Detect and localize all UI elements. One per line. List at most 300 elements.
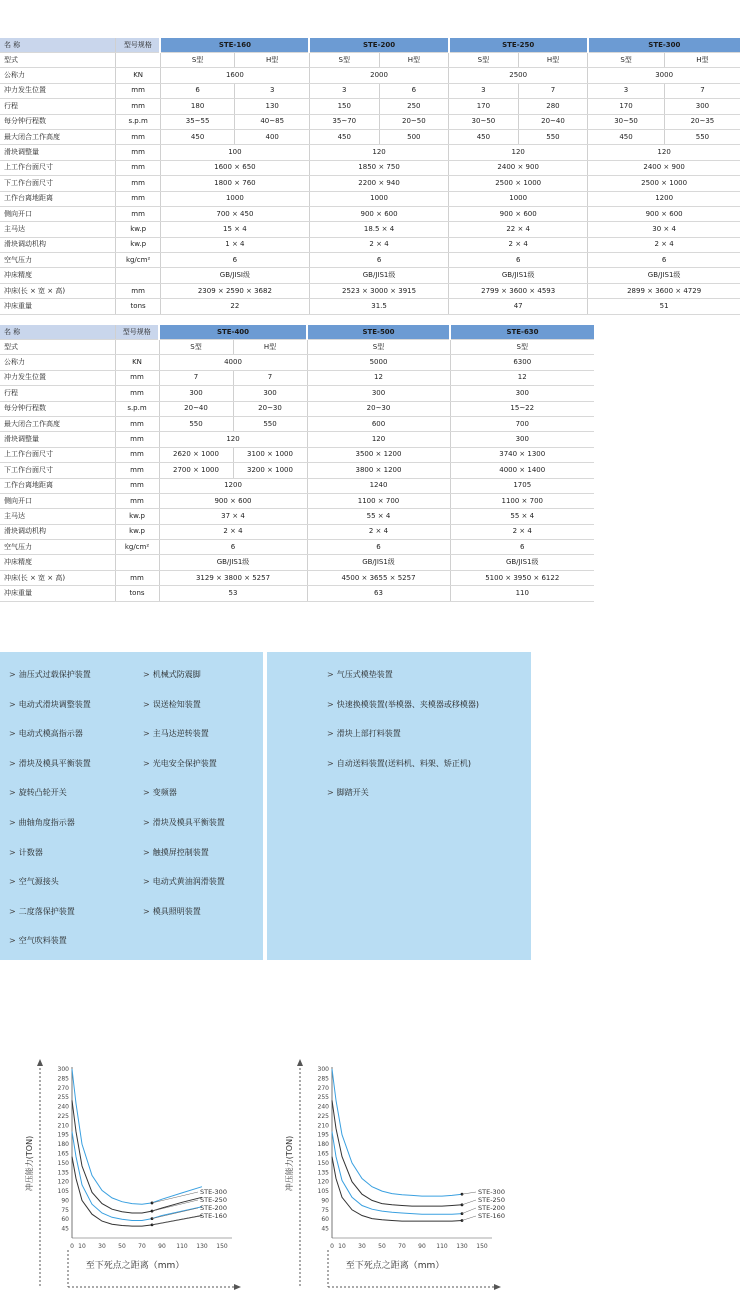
table-cell: 20~30 [307, 401, 450, 416]
table-row [0, 478, 594, 493]
standard-config-item [143, 817, 225, 828]
row-label: 冲床精度 [0, 555, 115, 570]
table-cell: 3 [309, 83, 379, 98]
table-cell: 20~40 [518, 114, 588, 129]
standard-config-item [143, 699, 201, 710]
table-cell: 2700 × 1000 [159, 463, 233, 478]
table-row [0, 129, 740, 144]
table-cell: GB/JIS1级 [450, 555, 594, 570]
series-line [332, 1157, 462, 1222]
table-cell: 22 [160, 299, 309, 314]
table-cell: 280 [518, 99, 588, 114]
table-cell: S型 [449, 53, 519, 68]
table-cell: 550 [233, 416, 307, 431]
table-cell: 1850 × 750 [309, 160, 448, 175]
chevron-right-icon: > [9, 906, 16, 916]
chevron-right-icon: > [143, 699, 150, 709]
table-row [0, 570, 594, 585]
table-row [0, 283, 740, 298]
table-row [0, 68, 740, 83]
config-item-label: 二度落保护装置 [18, 906, 75, 916]
x-axis-title: 至下死点之距离（mm） [85, 1261, 185, 1271]
table-cell: 450 [588, 129, 665, 144]
model-header: STE-300 [588, 38, 740, 53]
config-item-label: 滑块及模具平衡装置 [18, 758, 91, 768]
y-tick-label: 300 [57, 1066, 69, 1073]
standard-config-item [9, 935, 67, 946]
row-label: 滑块调动机构 [0, 237, 116, 252]
standard-config-item [143, 906, 201, 917]
chevron-right-icon: > [9, 818, 16, 827]
table-cell: 3200 × 1000 [233, 463, 307, 478]
table-row [0, 370, 594, 385]
table-cell: 30~50 [588, 114, 665, 129]
x-tick-label: 70 [398, 1243, 406, 1250]
series-label: STE-200 [478, 1204, 505, 1212]
row-label: 行程 [0, 99, 116, 114]
table-cell: GB/JIS1级 [588, 268, 740, 283]
config-item-label: 电动式滑块调整装置 [18, 699, 91, 709]
table-cell: 2500 [449, 68, 588, 83]
row-label: 行程 [0, 386, 115, 401]
table-cell: 6 [588, 253, 740, 268]
row-unit: mm [115, 447, 159, 462]
y-tick-label: 90 [321, 1197, 329, 1205]
x-tick-label: 130 [196, 1243, 208, 1250]
x-tick-label: 110 [176, 1243, 188, 1250]
leader-line [462, 1216, 476, 1220]
table-row [0, 83, 740, 98]
table-cell: 63 [307, 586, 450, 601]
table-cell: 300 [233, 386, 307, 401]
table-cell: 110 [450, 586, 594, 601]
x-tick-label: 30 [98, 1243, 106, 1250]
table-row [0, 386, 594, 401]
table-row [0, 145, 740, 160]
table-row [0, 340, 594, 355]
row-unit: kw.p [116, 237, 160, 252]
table-row [0, 463, 594, 478]
table-cell: 400 [235, 129, 310, 144]
table-row [0, 509, 594, 524]
row-label: 冲床重量 [0, 299, 116, 314]
table-cell: 2500 × 1000 [449, 176, 588, 191]
series-marker [461, 1219, 464, 1222]
table-row [0, 191, 740, 206]
row-unit: mm [115, 493, 159, 508]
table-cell: S型 [160, 53, 235, 68]
table-cell: GB/JIS1级 [449, 268, 588, 283]
standard-config-item [143, 758, 217, 769]
x-tick-label: 0 [70, 1243, 74, 1250]
table-cell: 7 [664, 83, 740, 98]
table-row [0, 432, 594, 447]
row-label: 上工作台面尺寸 [0, 160, 116, 175]
table-cell: 2000 [309, 68, 448, 83]
config-item-label: 滑块及模具平衡装置 [152, 818, 225, 827]
y-tick-label: 165 [57, 1150, 69, 1158]
table-row [0, 416, 594, 431]
row-unit: s.p.m [115, 401, 159, 416]
table-cell: 900 × 600 [449, 206, 588, 221]
table-cell: 12 [307, 370, 450, 385]
row-unit: kg/cm² [115, 540, 159, 555]
table-cell: 4000 [159, 355, 307, 370]
row-label: 最大闭合工作高度 [0, 129, 116, 144]
row-label: 下工作台面尺寸 [0, 463, 115, 478]
config-item-label: 主马达逆转装置 [152, 729, 209, 739]
spec-table-2 [0, 325, 594, 602]
config-item-label: 电动式黄油润滑装置 [152, 877, 225, 887]
table-cell: 55 × 4 [450, 509, 594, 524]
capacity-chart-2 [270, 1054, 530, 1294]
row-label: 每分钟行程数 [0, 401, 115, 416]
optional-config-item [327, 758, 471, 769]
table-row [0, 176, 740, 191]
row-unit: mm [116, 145, 160, 160]
table-cell: GB/JIS1级 [309, 268, 448, 283]
row-unit: mm [116, 283, 160, 298]
row-unit [116, 53, 160, 68]
chevron-right-icon: > [327, 758, 334, 768]
chevron-right-icon: > [143, 877, 150, 887]
config-item-label: 机械式防震脚 [152, 670, 201, 679]
table-cell: 2799 × 3600 × 4593 [449, 283, 588, 298]
table-cell: 6 [160, 253, 309, 268]
config-item-label: 电动式模高指示器 [18, 729, 83, 739]
row-unit: mm [115, 570, 159, 585]
config-item-label: 空气吹料装置 [18, 936, 67, 946]
table-cell: H型 [233, 340, 307, 355]
standard-config-item [9, 758, 91, 769]
standard-config-item [9, 699, 91, 710]
series-label: STE-160 [478, 1212, 505, 1220]
table-row [0, 53, 740, 68]
model-header: STE-250 [449, 38, 588, 53]
table-cell: 2400 × 900 [588, 160, 740, 175]
table-cell: 40~85 [235, 114, 310, 129]
y-tick-label: 135 [57, 1169, 69, 1177]
table-cell: 6 [379, 83, 449, 98]
row-unit: mm [116, 191, 160, 206]
chevron-right-icon: > [327, 788, 334, 798]
row-unit [115, 340, 159, 355]
table-cell: 500 [379, 129, 449, 144]
table-cell: 1000 [449, 191, 588, 206]
table-cell: 4500 × 3655 × 5257 [307, 570, 450, 585]
table-cell: 3000 [588, 68, 740, 83]
x-tick-label: 50 [118, 1243, 126, 1250]
table-cell: 300 [450, 386, 594, 401]
x-tick-label: 130 [456, 1243, 468, 1250]
chevron-right-icon: > [9, 758, 16, 768]
table-cell: 2309 × 2590 × 3682 [160, 283, 309, 298]
row-unit: mm [116, 129, 160, 144]
chevron-right-icon: > [9, 788, 16, 798]
row-unit [115, 555, 159, 570]
y-tick-label: 180 [57, 1141, 69, 1149]
y-tick-label: 120 [317, 1178, 329, 1186]
table-cell: 900 × 600 [309, 206, 448, 221]
row-unit: KN [116, 68, 160, 83]
standard-config-item [9, 787, 67, 798]
capacity-chart-1 [10, 1054, 270, 1294]
table-cell: 37 × 4 [159, 509, 307, 524]
y-axis-title: 冲压能力(TON) [285, 1135, 294, 1192]
table-cell: 1200 [588, 191, 740, 206]
table-cell: 2200 × 940 [309, 176, 448, 191]
row-label: 冲床(长 × 宽 × 高) [0, 570, 115, 585]
series-label: STE-250 [200, 1196, 227, 1204]
row-label: 冲力发生位置 [0, 83, 116, 98]
table-row [0, 114, 740, 129]
row-label: 空气压力 [0, 253, 116, 268]
row-label: 公称力 [0, 355, 115, 370]
y-tick-label: 165 [317, 1150, 329, 1158]
arrow-up-icon [37, 1059, 43, 1066]
table-cell: 5100 × 3950 × 6122 [450, 570, 594, 585]
row-label: 每分钟行程数 [0, 114, 116, 129]
table-cell: 2 × 4 [307, 524, 450, 539]
standard-config-item [143, 669, 201, 680]
table-cell: 1600 × 650 [160, 160, 309, 175]
config-item-label: 旋转凸轮开关 [18, 788, 67, 798]
series-line [332, 1132, 462, 1215]
table-row [0, 586, 594, 601]
row-unit: mm [115, 478, 159, 493]
row-unit: mm [115, 416, 159, 431]
table-cell: 30 × 4 [588, 222, 740, 237]
table-row [0, 355, 594, 370]
y-tick-label: 105 [57, 1188, 69, 1196]
table-cell: 47 [449, 299, 588, 314]
table-cell: GB/JIS1级 [307, 555, 450, 570]
row-label: 工作台离地距离 [0, 478, 115, 493]
table-cell: 450 [160, 129, 235, 144]
table-cell: 6300 [450, 355, 594, 370]
y-tick-label: 135 [317, 1169, 329, 1177]
y-tick-label: 255 [57, 1094, 69, 1102]
x-tick-label: 10 [78, 1243, 86, 1250]
table-cell: S型 [450, 340, 594, 355]
y-tick-label: 240 [317, 1103, 329, 1111]
table-cell: 3 [449, 83, 519, 98]
table-row [0, 447, 594, 462]
table-cell: 1000 [160, 191, 309, 206]
series-label: STE-300 [200, 1188, 227, 1196]
series-label: STE-160 [200, 1212, 227, 1220]
y-tick-label: 285 [317, 1075, 329, 1083]
series-label: STE-300 [478, 1188, 505, 1196]
config-item-label: 空气源接头 [18, 877, 59, 887]
config-item-label: 滑块上部打料装置 [336, 729, 401, 739]
x-tick-label: 10 [338, 1243, 346, 1250]
table-cell: 600 [307, 416, 450, 431]
config-item-label: 误送检知装置 [152, 699, 201, 709]
table-cell: 3129 × 3800 × 5257 [159, 570, 307, 585]
standard-config-item [9, 669, 91, 680]
table-row [0, 160, 740, 175]
table-cell: 120 [307, 432, 450, 447]
name-header: 名 称 [0, 38, 116, 53]
y-tick-label: 255 [317, 1094, 329, 1102]
row-unit: s.p.m [116, 114, 160, 129]
table-cell: GB/JIS1级 [159, 555, 307, 570]
config-item-label: 变频器 [152, 788, 177, 798]
leader-line [462, 1200, 476, 1205]
table-cell: 18.5 × 4 [309, 222, 448, 237]
y-tick-label: 225 [317, 1112, 329, 1120]
y-tick-label: 240 [57, 1103, 69, 1111]
y-tick-label: 195 [57, 1131, 69, 1139]
config-item-label: 光电安全保护装置 [152, 758, 217, 768]
config-item-label: 脚踏开关 [336, 788, 369, 798]
table-cell: H型 [379, 53, 449, 68]
y-tick-label: 75 [321, 1206, 329, 1214]
y-tick-label: 195 [317, 1131, 329, 1139]
row-unit: KN [115, 355, 159, 370]
leader-line [462, 1192, 476, 1194]
table-row [0, 268, 740, 283]
config-item-label: 计数器 [18, 847, 43, 857]
chevron-right-icon: > [9, 877, 16, 887]
table-row [0, 222, 740, 237]
table-cell: 900 × 600 [159, 493, 307, 508]
standard-config-item [9, 728, 83, 739]
row-label: 最大闭合工作高度 [0, 416, 115, 431]
table-cell: 6 [307, 540, 450, 555]
leader-line [462, 1208, 476, 1214]
table-cell: 7 [233, 370, 307, 385]
standard-config-item [143, 728, 209, 739]
x-tick-label: 0 [330, 1243, 334, 1250]
table-cell: 3500 × 1200 [307, 447, 450, 462]
table-cell: 120 [159, 432, 307, 447]
x-tick-label: 110 [436, 1243, 448, 1250]
table-cell: 120 [588, 145, 740, 160]
chevron-right-icon: > [143, 818, 150, 827]
table-header-row [0, 325, 594, 340]
table-cell: GB/JISI级 [160, 268, 309, 283]
series-line [72, 1069, 202, 1204]
table-cell: 120 [309, 145, 448, 160]
table-cell: 22 × 4 [449, 222, 588, 237]
optional-config-item [327, 669, 393, 680]
optional-config-item [327, 699, 479, 710]
table-cell: 450 [309, 129, 379, 144]
table-cell: 3800 × 1200 [307, 463, 450, 478]
table-cell: S型 [588, 53, 665, 68]
table-cell: 120 [449, 145, 588, 160]
table-cell: 550 [159, 416, 233, 431]
table-cell: 150 [309, 99, 379, 114]
y-tick-label: 225 [57, 1112, 69, 1120]
table-cell: 31.5 [309, 299, 448, 314]
table-header-row [0, 38, 740, 53]
x-tick-label: 150 [216, 1243, 228, 1250]
model-header: STE-500 [307, 325, 450, 340]
y-tick-label: 210 [317, 1122, 329, 1130]
spec-table-1 [0, 38, 740, 315]
y-tick-label: 60 [61, 1216, 69, 1224]
table-cell: 1000 [309, 191, 448, 206]
model-header: STE-160 [160, 38, 309, 53]
table-cell: 2 × 4 [309, 237, 448, 252]
config-item-label: 自动送料装置(送料机、料架、矫正机) [336, 758, 471, 768]
standard-config-item [143, 787, 177, 798]
table-cell: 1600 [160, 68, 309, 83]
chevron-right-icon: > [327, 670, 334, 679]
optional-config-item [327, 787, 369, 798]
table-row [0, 299, 740, 314]
table-cell: 2400 × 900 [449, 160, 588, 175]
chevron-right-icon: > [143, 758, 150, 768]
table-cell: 6 [449, 253, 588, 268]
table-cell: 15 × 4 [160, 222, 309, 237]
y-tick-label: 45 [61, 1225, 69, 1233]
row-label: 工作台离地距离 [0, 191, 116, 206]
table-row [0, 99, 740, 114]
table-cell: 180 [160, 99, 235, 114]
table-cell: 3100 × 1000 [233, 447, 307, 462]
table-cell: 1705 [450, 478, 594, 493]
row-unit: tons [115, 586, 159, 601]
row-unit: kg/cm² [116, 253, 160, 268]
row-label: 滑块调动机构 [0, 524, 115, 539]
chevron-right-icon: > [143, 729, 150, 739]
standard-config-item [9, 906, 75, 917]
row-label: 上工作台面尺寸 [0, 447, 115, 462]
chevron-right-icon: > [9, 936, 16, 946]
series-line [72, 1132, 202, 1221]
row-label: 空气压力 [0, 540, 115, 555]
table-cell: 450 [449, 129, 519, 144]
table-cell: 51 [588, 299, 740, 314]
chevron-right-icon: > [143, 670, 150, 679]
row-unit: mm [116, 83, 160, 98]
table-row [0, 401, 594, 416]
row-label: 主马达 [0, 509, 115, 524]
series-line [332, 1100, 462, 1206]
table-cell: H型 [235, 53, 310, 68]
table-cell: 3 [235, 83, 310, 98]
standard-config-item [143, 876, 225, 887]
config-item-label: 气压式模垫装置 [336, 670, 393, 679]
chevron-right-icon: > [327, 699, 334, 709]
x-tick-label: 30 [358, 1243, 366, 1250]
row-unit [116, 268, 160, 283]
table-cell: H型 [664, 53, 740, 68]
table-cell: 6 [309, 253, 448, 268]
standard-config-item [143, 847, 209, 858]
row-label: 冲力发生位置 [0, 370, 115, 385]
unit-header: 型号规格 [116, 38, 160, 53]
table-cell: 2523 × 3000 × 3915 [309, 283, 448, 298]
table-cell: 1100 × 700 [450, 493, 594, 508]
table-cell: 53 [159, 586, 307, 601]
leader-line [152, 1216, 198, 1225]
chevron-right-icon: > [327, 729, 334, 739]
row-label: 冲床(长 × 宽 × 高) [0, 283, 116, 298]
model-header: STE-200 [309, 38, 448, 53]
series-label: STE-250 [478, 1196, 505, 1204]
config-item-label: 快速换模装置(举模器、夹模器或移模器) [336, 699, 479, 709]
y-tick-label: 60 [321, 1216, 329, 1224]
row-unit: mm [115, 370, 159, 385]
row-label: 主马达 [0, 222, 116, 237]
arrow-right-icon [234, 1284, 241, 1290]
table-cell: 1 × 4 [160, 237, 309, 252]
